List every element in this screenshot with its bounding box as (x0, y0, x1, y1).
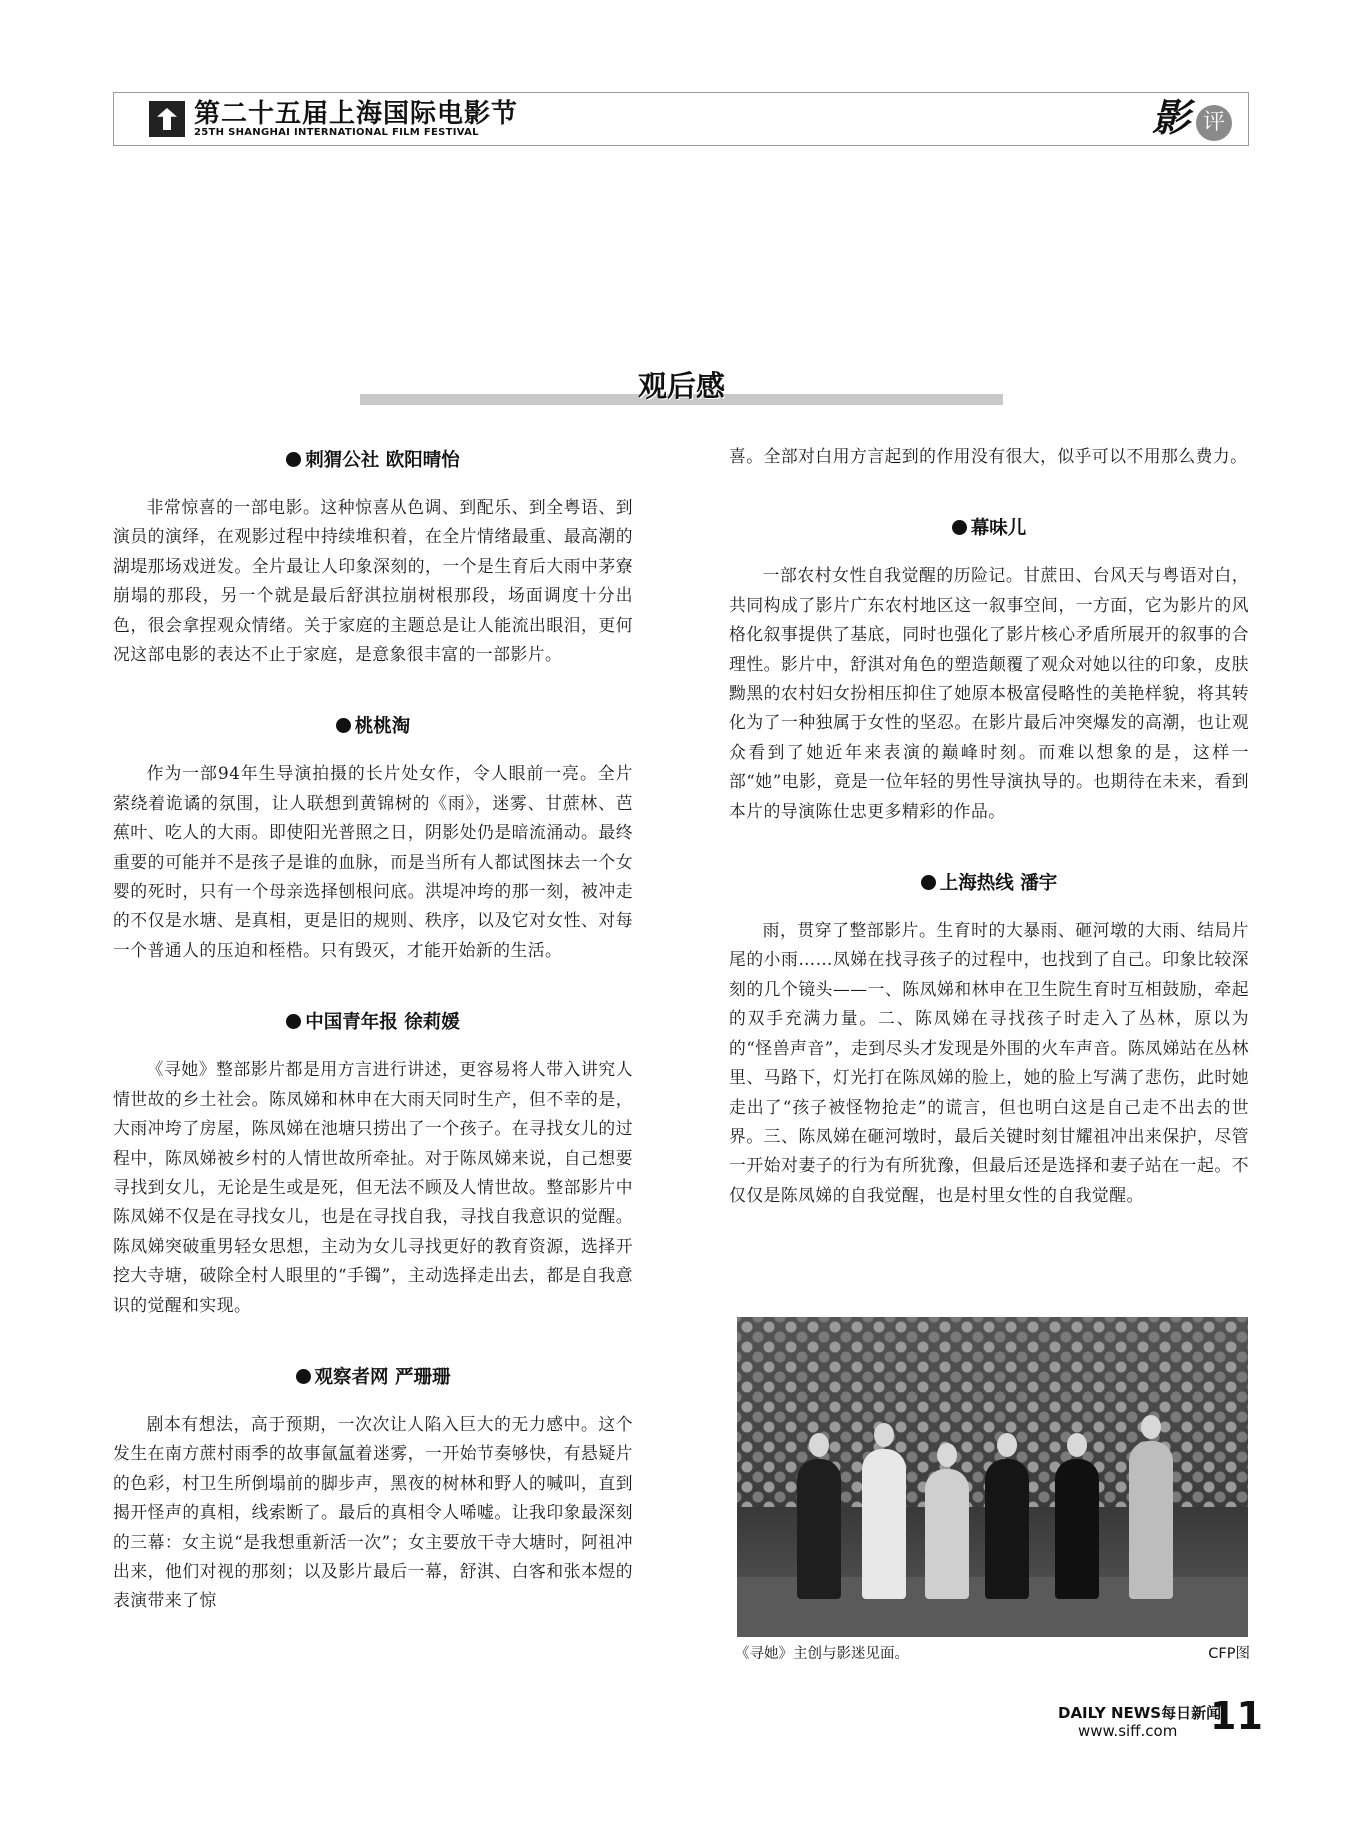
footer-url[interactable]: www.siff.com (1078, 1722, 1178, 1740)
right-column (729, 442, 1249, 1210)
left-column (113, 447, 633, 1616)
review-text: 作为一部94年生导演拍摄的长片处女作，令人眼前一亮。全片萦绕着诡谲的氛围，让人联想到黄锦树的《雨》，迷雾、甘蔗林、芭蕉叶、吃人的大雨。即使阳光普照之日，阴影处仍是暗流涌动。最终重要的可能并不是孩子是谁的血脉，而是当所有人都试图抹去一个女婴的死时，只有一个母亲选择刨根问底。洪堤冲垮的那一刻，被冲走的不仅是水塘、是真相，更是旧的规则、秩序，以及它对女性、对每一个普通人的压迫和桎梏。只有毁灭，才能开始新的生活。 (113, 763, 633, 960)
footer-label: DAILY NEWS每日新闻 (1058, 1704, 1222, 1722)
bullet-icon (336, 718, 351, 733)
person-figure (925, 1469, 969, 1599)
bullet-icon (296, 1369, 311, 1384)
review-byline: 刺猬公社 欧阳晴怡 (113, 447, 633, 475)
page-title: 观后感 (637, 369, 725, 403)
festival-name-en: 25TH SHANGHAI INTERNATIONAL FILM FESTIVAL (194, 127, 479, 138)
review-text: 一部农村女性自我觉醒的历险记。甘蔗田、台风天与粤语对白，共同构成了影片广东农村地区这一叙事空间，一方面，它为影片的风格化叙事提供了基底，同时也强化了影片核心矛盾所展开的叙事的合理性。影片中，舒淇对角色的塑造颠覆了观众对她以往的印象，皮肤黝黑的农村妇女扮相压抑住了她原本极富侵略性的美艳样貌，将其转化为了一种独属于女性的坚忍。在影片最后冲突爆发的高潮，也让观众看到了她近年来表演的巅峰时刻。而难以想象的是，这样一部“她”电影，竟是一位年轻的男性导演执导的。也期待在未来，看到本片的导演陈仕忠更多精彩的作品。 (729, 565, 1249, 821)
review-byline: 中国青年报 徐莉媛 (113, 1009, 633, 1037)
review-text: 雨，贯穿了整部影片。生育时的大暴雨、砸河墩的大雨、结局片尾的小雨……凤娣在找寻孩子的过程中，也找到了自己。印象比较深刻的几个镜头——一、陈凤娣和林申在卫生院生育时互相鼓励，牵起的双手充满力量。二、陈凤娣在寻找孩子时走入了丛林，原以为的“怪兽声音”，走到尽头才发现是外围的火车声音。陈凤娣站在丛林里、马路下，灯光打在陈凤娣的脸上，她的脸上写满了悲伤，此时她走出了“孩子被怪物抢走”的谎言，但也明白这是自己走不出去的世界。三、陈凤娣在砸河墩时，最后关键时刻甘耀祖冲出来保护，尽管一开始对妻子的行为有所犹豫，但最后还是选择和妻子站在一起。不仅仅是陈凤娣的自我觉醒，也是村里女性的自我觉醒。 (729, 920, 1249, 1205)
review-text: 《寻她》整部影片都是用方言进行讲述，更容易将人带入讲究人情世故的乡土社会。陈凤娣和林申在大雨天同时生产，但不幸的是，大雨冲垮了房屋，陈凤娣在池塘只捞出了一个孩子。在寻找女儿的过程中，陈凤娣被乡村的人情世故所牵扯。对于陈凤娣来说，自己想要寻找到女儿，无论是生或是死，但无法不顾及人情世故。整部影片中陈凤娣不仅是在寻找女儿，也是在寻找自我，寻找自我意识的觉醒。陈凤娣突破重男轻女思想，主动为女儿寻找更好的教育资源，选择开挖大寺塘，破除全村人眼里的“手镯”，主动选择走出去，都是自我意识的觉醒和实现。 (113, 1059, 633, 1315)
person-figure (1129, 1441, 1173, 1599)
person-figure (985, 1459, 1029, 1599)
festival-name-cn: 第二十五届上海国际电影节 (194, 99, 519, 129)
section-mark-big: 影 (1152, 95, 1191, 140)
page-number: 11 (1210, 1694, 1263, 1738)
review-byline: 桃桃淘 (113, 713, 633, 741)
review-text-continued: 喜。全部对白用方言起到的作用没有很大，似乎可以不用那么费力。 (729, 446, 1248, 466)
person-figure (862, 1449, 906, 1599)
review-byline: 幕味儿 (729, 515, 1249, 543)
bullet-icon (286, 1014, 301, 1029)
section-mark (1152, 97, 1236, 143)
section-mark-small: 评 (1196, 105, 1232, 141)
bullet-icon (921, 875, 936, 890)
festival-header (113, 92, 1249, 146)
festival-logo-icon (149, 101, 185, 137)
event-photo (737, 1317, 1248, 1637)
review-byline: 上海热线 潘宇 (729, 870, 1249, 898)
review-text: 非常惊喜的一部电影。这种惊喜从色调、到配乐、到全粤语、到演员的演绎，在观影过程中持续堆积着，在全片情绪最重、最高潮的湖堤那场戏迸发。全片最让人印象深刻的，一个是生育后大雨中茅寮崩塌的那段，另一个就是最后舒淇拉崩树根那段，场面调度十分出色，很会拿捏观众情绪。关于家庭的主题总是让人能流出眼泪，更何况这部电影的表达不止于家庭，是意象很丰富的一部影片。 (113, 497, 633, 665)
person-figure (1055, 1459, 1099, 1599)
person-figure (797, 1459, 841, 1599)
photo-caption-text: 《寻她》主创与影迷见面。 (735, 1646, 909, 1662)
photo-caption (735, 1642, 1250, 1663)
review-text: 剧本有想法，高于预期，一次次让人陷入巨大的无力感中。这个发生在南方蔗村雨季的故事氤氲着迷雾，一开始节奏够快，有悬疑片的色彩，村卫生所倒塌前的脚步声，黑夜的树林和野人的喊叫，直到揭开怪声的真相，线索断了。最后的真相令人唏嘘。让我印象最深刻的三幕：女主说“是我想重新活一次”；女主要放干寺大塘时，阿祖冲出来，他们对视的那刻；以及影片最后一幕，舒淇、白客和张本煜的表演带来了惊 (113, 1413, 633, 1611)
review-byline: 观察者网 严珊珊 (113, 1364, 633, 1392)
bullet-icon (286, 452, 301, 467)
bullet-icon (952, 520, 967, 535)
photo-credit: CFP图 (1208, 1646, 1250, 1662)
